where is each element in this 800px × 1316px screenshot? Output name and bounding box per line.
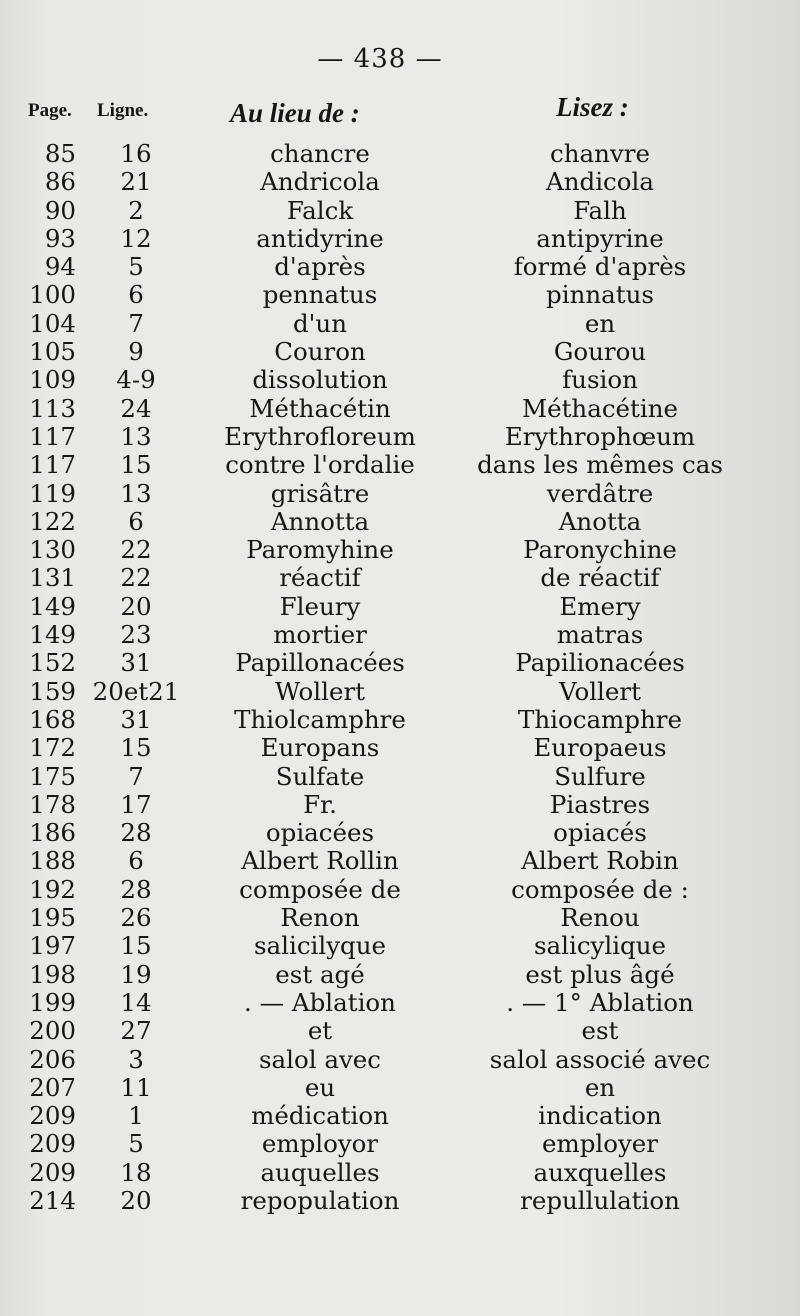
table-row (0, 1046, 800, 1074)
au-lieu-de-cell: contre l'ordalie (225, 450, 415, 480)
page-cell: 199 (29, 987, 76, 1017)
page-cell: 172 (29, 733, 76, 763)
au-lieu-de-cell: employor (261, 1129, 379, 1159)
page-cell: 152 (29, 648, 76, 678)
table-row (0, 1187, 800, 1215)
au-lieu-de-cell: réactif (279, 563, 361, 593)
au-lieu-de-cell: est agé (275, 959, 365, 989)
page-cell: 117 (29, 421, 76, 451)
au-lieu-de-cell: Thiolcamphre (234, 704, 406, 734)
au-lieu-de-cell: mortier (273, 620, 367, 650)
au-lieu-de-cell: chancre (270, 139, 370, 168)
ligne-cell: 15 (120, 450, 152, 480)
au-lieu-de-cell: d'un (293, 308, 347, 338)
page-cell: 119 (29, 478, 76, 508)
table-row (0, 564, 800, 592)
lisez-cell: Erythrophœum (504, 421, 696, 451)
ligne-cell: 13 (120, 421, 152, 451)
page-cell: 94 (44, 252, 76, 282)
table-row (0, 508, 800, 536)
page-cell: 214 (29, 1185, 76, 1215)
ligne-cell: 20 (120, 1185, 152, 1215)
page-cell: 200 (29, 1016, 76, 1046)
ligne-cell: 5 (128, 252, 144, 282)
ligne-cell: 6 (128, 846, 144, 876)
page-cell: 105 (29, 337, 76, 367)
lisez-cell: salol associé avec (489, 1044, 711, 1074)
au-lieu-de-cell: d'après (274, 252, 366, 282)
lisez-cell: Thiocamphre (518, 704, 682, 734)
page-cell: 131 (29, 563, 76, 593)
au-lieu-de-cell: et (307, 1016, 333, 1046)
page-cell: 209 (29, 1101, 76, 1131)
ligne-cell: 20et21 (92, 676, 180, 706)
ligne-cell: 22 (120, 535, 152, 565)
page-cell: 109 (29, 365, 76, 395)
table-row (0, 706, 800, 734)
au-lieu-de-cell: Erythrofloreum (224, 421, 416, 451)
lisez-cell: Emery (559, 591, 641, 621)
ligne-cell: 26 (120, 903, 152, 933)
table-row (0, 253, 800, 281)
ligne-cell: 18 (120, 1157, 152, 1187)
ligne-cell: 19 (120, 959, 152, 989)
ligne-cell: 27 (120, 1016, 152, 1046)
lisez-cell: Papilionacées (515, 648, 685, 678)
ligne-cell: 16 (120, 139, 152, 168)
au-lieu-de-cell: médication (251, 1101, 389, 1131)
page-cell: 149 (29, 620, 76, 650)
au-lieu-de-cell: salol avec (258, 1044, 382, 1074)
ligne-cell: 21 (120, 167, 152, 197)
lisez-cell: verdâtre (546, 478, 654, 508)
au-lieu-de-cell: . — Ablation (244, 987, 396, 1017)
errata-table (0, 140, 800, 1215)
lisez-cell: matras (556, 620, 644, 650)
column-header-au-lieu-de: Au lieu de : (230, 98, 360, 128)
au-lieu-de-cell: composée de (239, 874, 401, 904)
ligne-cell: 15 (120, 931, 152, 961)
lisez-cell: est plus âgé (525, 959, 675, 989)
au-lieu-de-cell: Papillonacées (235, 648, 405, 678)
au-lieu-de-cell: dissolution (252, 365, 388, 395)
au-lieu-de-cell: Wollert (275, 676, 365, 706)
page-cell: 149 (29, 591, 76, 621)
table-row (0, 904, 800, 932)
au-lieu-de-cell: pennatus (262, 280, 378, 310)
ligne-cell: 7 (128, 308, 144, 338)
au-lieu-de-cell: Paromyhine (246, 535, 394, 565)
ligne-cell: 20 (120, 591, 152, 621)
page-cell: 168 (29, 704, 76, 734)
table-row (0, 225, 800, 253)
page-cell: 207 (29, 1072, 76, 1102)
lisez-cell: employer (541, 1129, 659, 1159)
au-lieu-de-cell: grisâtre (270, 478, 370, 508)
lisez-cell: Albert Robin (521, 846, 679, 876)
lisez-cell: pinnatus (546, 280, 654, 310)
page-number: — 438 — (317, 44, 443, 74)
page-cell: 90 (44, 195, 76, 225)
lisez-cell: salicylique (533, 931, 667, 961)
lisez-cell: Méthacétine (522, 393, 678, 423)
page-cell: 195 (29, 903, 76, 933)
au-lieu-de-cell: Renon (280, 903, 360, 933)
page-cell: 192 (29, 874, 76, 904)
ligne-cell: 11 (120, 1072, 152, 1102)
lisez-cell: Paronychine (523, 535, 677, 565)
table-row (0, 338, 800, 366)
ligne-cell: 23 (120, 620, 152, 650)
table-row (0, 932, 800, 960)
page-cell: 117 (29, 450, 76, 480)
au-lieu-de-cell: Fleury (279, 591, 361, 621)
lisez-cell: Sulfure (554, 761, 646, 791)
ligne-cell: 3 (128, 1044, 144, 1074)
ligne-cell: 13 (120, 478, 152, 508)
table-row (0, 621, 800, 649)
table-row (0, 734, 800, 762)
ligne-cell: 5 (128, 1129, 144, 1159)
table-row (0, 480, 800, 508)
page-cell: 206 (29, 1044, 76, 1074)
page-cell: 209 (29, 1129, 76, 1159)
lisez-cell: . — 1° Ablation (506, 987, 694, 1017)
lisez-cell: Renou (560, 903, 640, 933)
table-row (0, 763, 800, 791)
au-lieu-de-cell: Couron (274, 337, 366, 367)
au-lieu-de-cell: opiacées (265, 818, 375, 848)
au-lieu-de-cell: Falck (286, 195, 354, 225)
table-row (0, 140, 800, 168)
table-row (0, 395, 800, 423)
lisez-cell: composée de : (511, 874, 689, 904)
lisez-cell: auxquelles (533, 1157, 667, 1187)
ligne-cell: 6 (128, 506, 144, 536)
lisez-cell: est (581, 1016, 619, 1046)
ligne-cell: 12 (120, 223, 152, 253)
table-row (0, 593, 800, 621)
page-cell: 175 (29, 761, 76, 791)
table-row (0, 1130, 800, 1158)
ligne-cell: 4-9 (116, 365, 156, 395)
au-lieu-de-cell: Albert Rollin (241, 846, 399, 876)
table-row (0, 310, 800, 338)
lisez-cell: indication (538, 1101, 662, 1131)
page-cell: 178 (29, 789, 76, 819)
table-row (0, 168, 800, 196)
lisez-cell: Anotta (558, 506, 642, 536)
lisez-cell: de réactif (540, 563, 660, 593)
page-cell: 86 (44, 167, 76, 197)
column-header-lisez: Lisez : (556, 92, 629, 122)
lisez-cell: Gourou (553, 337, 647, 367)
page-cell: 104 (29, 308, 76, 338)
lisez-cell: Vollert (559, 676, 641, 706)
ligne-cell: 14 (120, 987, 152, 1017)
ligne-cell: 15 (120, 733, 152, 763)
page-cell: 197 (29, 931, 76, 961)
page-cell: 122 (29, 506, 76, 536)
page-cell: 188 (29, 846, 76, 876)
lisez-cell: fusion (562, 365, 638, 395)
au-lieu-de-cell: Sulfate (275, 761, 365, 791)
table-row (0, 791, 800, 819)
page-cell: 198 (29, 959, 76, 989)
table-row (0, 961, 800, 989)
page-cell: 100 (29, 280, 76, 310)
table-row (0, 1017, 800, 1045)
table-row (0, 876, 800, 904)
au-lieu-de-cell: eu (304, 1072, 336, 1102)
lisez-cell: Falh (573, 195, 627, 225)
column-header-page: Page. (28, 100, 72, 121)
table-row (0, 451, 800, 479)
ligne-cell: 28 (120, 874, 152, 904)
table-row (0, 649, 800, 677)
page-cell: 85 (44, 139, 76, 168)
lisez-cell: Andicola (546, 167, 654, 197)
au-lieu-de-cell: repopulation (240, 1185, 400, 1215)
au-lieu-de-cell: Europans (260, 733, 380, 763)
ligne-cell: 9 (128, 337, 144, 367)
lisez-cell: en (584, 308, 616, 338)
page-cell: 186 (29, 818, 76, 848)
ligne-cell: 28 (120, 818, 152, 848)
table-row (0, 281, 800, 309)
au-lieu-de-cell: Annotta (270, 506, 370, 536)
ligne-cell: 7 (128, 761, 144, 791)
table-row (0, 197, 800, 225)
column-header-ligne: Ligne. (97, 100, 149, 121)
lisez-cell: dans les mêmes cas (477, 450, 723, 480)
au-lieu-de-cell: Méthacétin (249, 393, 391, 423)
page-cell: 93 (44, 223, 76, 253)
au-lieu-de-cell: antidyrine (256, 223, 384, 253)
table-row (0, 536, 800, 564)
au-lieu-de-cell: salicilyque (253, 931, 387, 961)
au-lieu-de-cell: Fr. (303, 789, 337, 819)
ligne-cell: 6 (128, 280, 144, 310)
lisez-cell: Piastres (549, 789, 651, 819)
lisez-cell: en (584, 1072, 616, 1102)
table-row (0, 1102, 800, 1130)
table-row (0, 423, 800, 451)
lisez-cell: Europaeus (533, 733, 667, 763)
lisez-cell: repullulation (520, 1185, 680, 1215)
page-cell: 209 (29, 1157, 76, 1187)
lisez-cell: antipyrine (536, 223, 664, 253)
table-row (0, 1159, 800, 1187)
table-row (0, 989, 800, 1017)
table-row (0, 678, 800, 706)
page-cell: 159 (29, 676, 76, 706)
au-lieu-de-cell: Andricola (260, 167, 380, 197)
lisez-cell: opiacés (553, 818, 647, 848)
lisez-cell: formé d'après (513, 252, 687, 282)
table-row (0, 1074, 800, 1102)
ligne-cell: 31 (120, 704, 152, 734)
lisez-cell: chanvre (550, 139, 650, 168)
table-row (0, 847, 800, 875)
page-cell: 130 (29, 535, 76, 565)
page-cell: 113 (29, 393, 76, 423)
ligne-cell: 1 (128, 1101, 144, 1131)
table-row (0, 819, 800, 847)
ligne-cell: 22 (120, 563, 152, 593)
ligne-cell: 24 (120, 393, 152, 423)
ligne-cell: 31 (120, 648, 152, 678)
table-row (0, 366, 800, 394)
au-lieu-de-cell: auquelles (260, 1157, 380, 1187)
ligne-cell: 2 (128, 195, 144, 225)
ligne-cell: 17 (120, 789, 152, 819)
